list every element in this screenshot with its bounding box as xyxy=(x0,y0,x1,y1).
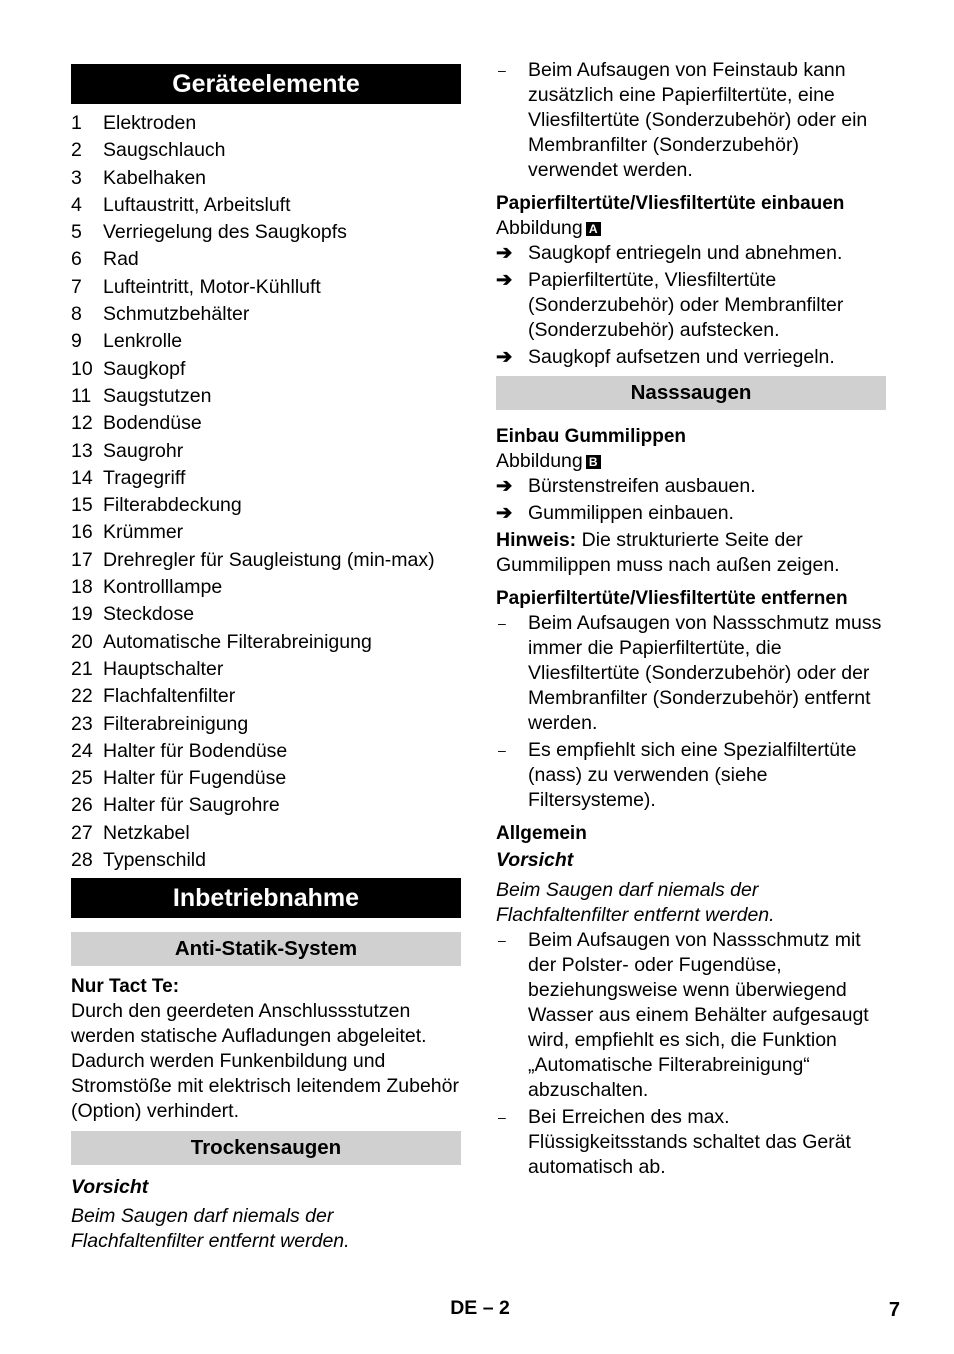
arrow-right-icon: ➔ xyxy=(496,475,513,497)
list-item-text: Flachfaltenfilter xyxy=(103,685,236,708)
list-item-number: 10 xyxy=(71,357,93,380)
dash-list-entfernen xyxy=(496,611,886,813)
list-item-number: 12 xyxy=(71,412,93,435)
dash-item xyxy=(496,1105,886,1180)
list-item-text: Lenkrolle xyxy=(103,330,183,353)
subsection-title-trockensaugen: Trockensaugen xyxy=(71,1131,461,1165)
dash-marker: – xyxy=(498,742,506,758)
list-item-number: 8 xyxy=(71,303,82,326)
list-item xyxy=(71,738,461,765)
list-item-text: Verriegelung des Saugkopfs xyxy=(103,221,347,244)
heading-allgemein: Allgemein xyxy=(496,823,587,844)
list-item xyxy=(71,246,461,273)
heading-einbauen: Papierfiltertüte/Vliesfiltertüte einbauen xyxy=(496,193,845,214)
heading-gummilippen: Einbau Gummilippen xyxy=(496,426,687,447)
dash-item-feinstaub xyxy=(496,58,886,183)
list-item-text: Halter für Fugendüse xyxy=(103,767,287,790)
list-item-text: Saugstutzen xyxy=(103,384,212,407)
list-item xyxy=(71,274,461,301)
section-title-inbetriebnahme: Inbetriebnahme xyxy=(71,878,461,918)
arrow-list-b xyxy=(496,474,886,526)
hinweis-paragraph xyxy=(496,528,886,578)
list-item-text: Saugschlauch xyxy=(103,139,226,162)
dash-text: Beim Aufsaugen von Nassschmutz muss immer die Papierfiltertüte, die Vliesfiltertüte (Sonderzubehör) oder der Membranfilter (Sonderzubehör) entfernt werden. xyxy=(528,612,882,734)
list-item-number: 9 xyxy=(71,330,82,353)
list-item-number: 17 xyxy=(71,548,93,571)
list-item xyxy=(71,683,461,710)
dash-item xyxy=(496,611,886,736)
list-item xyxy=(71,519,461,546)
list-item-text: Rad xyxy=(103,248,139,271)
list-item-number: 15 xyxy=(71,494,93,517)
dash-text: Es empfiehlt sich eine Spezialfiltertüte (nass) zu verwenden (siehe Filtersysteme). xyxy=(528,739,857,811)
list-item-text: Hauptschalter xyxy=(103,657,224,680)
list-item xyxy=(71,192,461,219)
list-item-text: Halter für Saugrohre xyxy=(103,794,280,817)
dash-text: Bei Erreichen des max. Flüssigkeitsstands schaltet das Gerät automatisch ab. xyxy=(528,1106,851,1178)
list-item xyxy=(71,820,461,847)
list-item-text: Halter für Bodendüse xyxy=(103,739,288,762)
list-item-text: Filterabdeckung xyxy=(103,494,242,517)
list-item xyxy=(71,410,461,437)
list-item-text: Steckdose xyxy=(103,603,195,626)
list-item-number: 19 xyxy=(71,603,93,626)
list-item xyxy=(71,547,461,574)
arrow-step xyxy=(496,501,886,526)
list-item xyxy=(71,301,461,328)
antistatik-text: Durch den geerdeten Anschlussstutzen werden statische Aufladungen abgeleitet. Dadurch werden Funkenbildung und Stromstöße mit elektrisch leitendem Zubehör (Option) verhindert. xyxy=(71,1000,459,1123)
page-number: 7 xyxy=(888,1299,900,1321)
list-item xyxy=(71,792,461,819)
list-item xyxy=(71,438,461,465)
dash-text: Beim Aufsaugen von Feinstaub kann zusätzlich eine Papierfiltertüte, eine Vliesfiltertüte (Sonderzubehör) oder ein Membranfilter (Sonderzubehör) verwendet werden. xyxy=(528,59,868,181)
arrow-list-a xyxy=(496,241,886,370)
list-item-number: 24 xyxy=(71,739,93,762)
arrow-step xyxy=(496,474,886,499)
list-item-number: 21 xyxy=(71,657,93,680)
list-item-number: 20 xyxy=(71,630,93,653)
list-item xyxy=(71,765,461,792)
list-item-number: 4 xyxy=(71,193,82,216)
list-item-text: Filterabreinigung xyxy=(103,712,249,735)
list-item-number: 5 xyxy=(71,221,82,244)
arrow-step xyxy=(496,345,886,370)
list-item-text: Bodendüse xyxy=(103,412,202,435)
dash-text: Beim Aufsaugen von Nassschmutz mit der Polster- oder Fugendüse, beziehungsweise wenn überwiegend Wasser aus einem Behälter aufgesaugt wird, empfiehlt es sich, die Funktion „Automatische Filterabreinigung“ abzuschalten. xyxy=(528,929,869,1101)
arrow-step xyxy=(496,268,886,343)
list-item xyxy=(71,110,461,137)
list-item-number: 1 xyxy=(71,112,82,134)
vorsicht-text-left: Beim Saugen darf niemals der Flachfaltenfilter entfernt werden. xyxy=(71,1205,350,1253)
list-item xyxy=(71,383,461,410)
list-item-text: Elektroden xyxy=(103,112,197,134)
arrow-right-icon: ➔ xyxy=(496,502,513,524)
list-item-number: 28 xyxy=(71,849,93,872)
list-item-text: Lufteintritt, Motor-Kühlluft xyxy=(103,275,321,298)
vorsicht-label-right: Vorsicht xyxy=(496,849,574,871)
list-item xyxy=(71,465,461,492)
dash-marker: – xyxy=(498,615,506,631)
dash-marker: – xyxy=(498,932,506,948)
abbildung-a-label: Abbildung xyxy=(496,217,583,239)
list-item-text: Kontrolllampe xyxy=(103,576,223,599)
list-item-number: 27 xyxy=(71,821,93,844)
abbildung-a xyxy=(496,216,886,241)
list-item-text: Saugrohr xyxy=(103,439,184,462)
hinweis-text: Die strukturierte Seite der Gummilippen muss nach außen zeigen. xyxy=(496,529,840,576)
parts-list xyxy=(71,110,461,874)
list-item-number: 3 xyxy=(71,166,82,189)
arrow-step-text: Saugkopf aufsetzen und verriegeln. xyxy=(528,346,835,368)
list-item xyxy=(71,656,461,683)
arrow-step-text: Saugkopf entriegeln und abnehmen. xyxy=(528,242,843,264)
arrow-right-icon: ➔ xyxy=(496,346,513,368)
list-item xyxy=(71,629,461,656)
footer-section-label: DE – 2 xyxy=(450,1297,510,1319)
right-column xyxy=(496,58,886,1182)
list-item xyxy=(71,574,461,601)
list-item xyxy=(71,356,461,383)
list-item xyxy=(71,328,461,355)
arrow-right-icon: ➔ xyxy=(496,269,513,291)
dash-item xyxy=(496,738,886,813)
list-item-number: 23 xyxy=(71,712,93,735)
left-column xyxy=(71,58,461,1254)
list-item-text: Automatische Filterabreinigung xyxy=(103,630,372,653)
nur-tact-label: Nur Tact Te: xyxy=(71,976,180,998)
arrow-step-text: Papierfiltertüte, Vliesfiltertüte (Sonderzubehör) oder Membranfilter (Sonderzubehör) aufstecken. xyxy=(528,269,844,341)
list-item-number: 16 xyxy=(71,521,93,544)
heading-entfernen: Papierfiltertüte/Vliesfiltertüte entfernen xyxy=(496,588,848,609)
list-item-text: Schmutzbehälter xyxy=(103,303,250,326)
subsection-title-antistatik: Anti-Statik-System xyxy=(71,932,461,966)
list-item-number: 25 xyxy=(71,767,93,790)
list-item xyxy=(71,165,461,192)
figure-b-badge: B xyxy=(586,455,601,469)
list-item-text: Luftaustritt, Arbeitsluft xyxy=(103,193,291,216)
arrow-step-text: Gummilippen einbauen. xyxy=(528,502,734,524)
vorsicht-label-left: Vorsicht xyxy=(71,1176,149,1199)
list-item xyxy=(71,601,461,628)
list-item xyxy=(71,137,461,164)
list-item-number: 13 xyxy=(71,439,93,462)
dash-item xyxy=(496,928,886,1103)
list-item-text: Tragegriff xyxy=(103,466,186,489)
list-item-number: 18 xyxy=(71,576,93,599)
list-item xyxy=(71,711,461,738)
list-item-text: Saugkopf xyxy=(103,357,186,380)
section-title-geraeteelemente: Geräteelemente xyxy=(71,64,461,104)
list-item-number: 11 xyxy=(71,384,92,407)
arrow-step xyxy=(496,241,886,266)
abbildung-b xyxy=(496,449,886,474)
dash-marker: – xyxy=(498,62,506,78)
list-item-number: 6 xyxy=(71,248,82,271)
list-item-number: 7 xyxy=(71,275,82,298)
subsection-title-nasssaugen: Nasssaugen xyxy=(496,376,886,410)
list-item-number: 26 xyxy=(71,794,93,817)
dash-marker: – xyxy=(498,1109,506,1125)
list-item-number: 2 xyxy=(71,139,82,162)
list-item-text: Drehregler für Saugleistung (min-max) xyxy=(103,548,435,571)
list-item xyxy=(71,847,461,874)
list-item-text: Krümmer xyxy=(103,521,184,544)
list-item-text: Typenschild xyxy=(103,849,206,872)
list-item-number: 22 xyxy=(71,685,93,708)
arrow-step-text: Bürstenstreifen ausbauen. xyxy=(528,475,756,497)
list-item-text: Netzkabel xyxy=(103,821,190,844)
hinweis-label: Hinweis: xyxy=(496,529,577,551)
list-item-number: 14 xyxy=(71,466,93,489)
dash-list-allgemein xyxy=(496,928,886,1180)
figure-a-badge: A xyxy=(586,222,601,236)
list-item-text: Kabelhaken xyxy=(103,166,207,189)
vorsicht-text-right: Beim Saugen darf niemals der Flachfaltenfilter entfernt werden. xyxy=(496,879,775,926)
list-item xyxy=(71,219,461,246)
abbildung-b-label: Abbildung xyxy=(496,450,583,472)
list-item xyxy=(71,492,461,519)
arrow-right-icon: ➔ xyxy=(496,242,513,264)
